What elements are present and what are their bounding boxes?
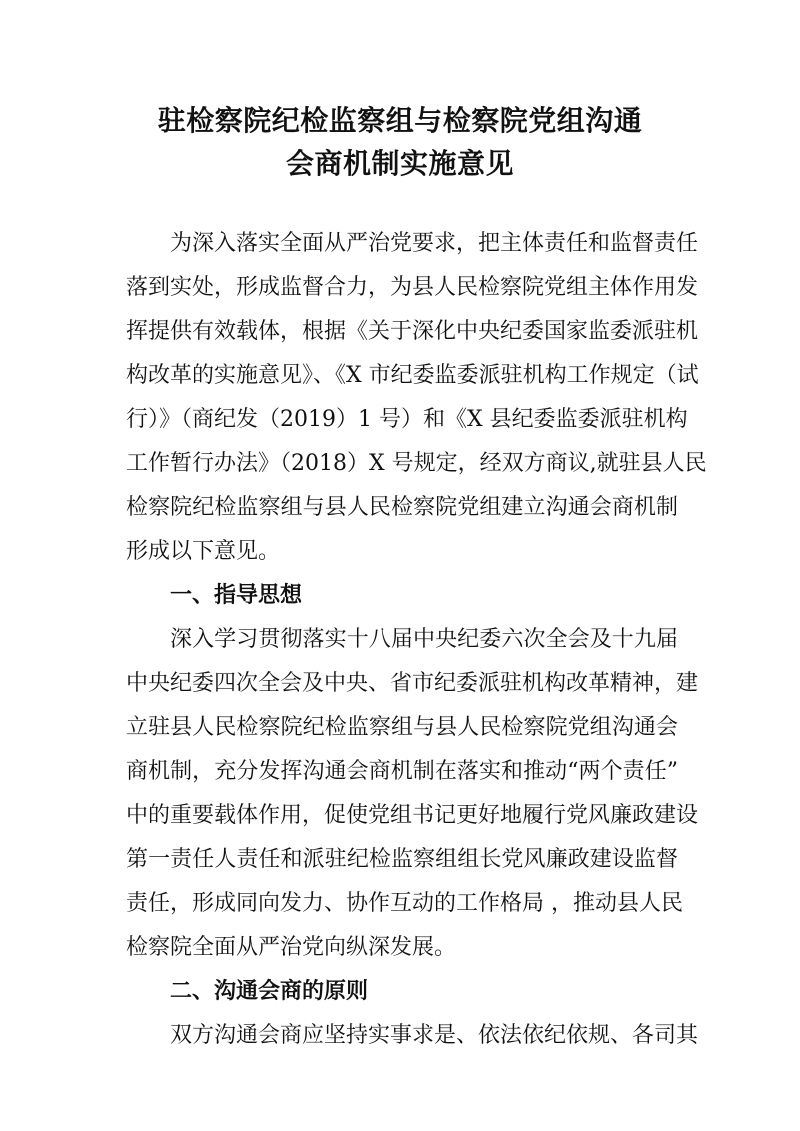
document-title-line-2: 会商机制实施意见 — [285, 147, 514, 180]
section1-line: 第一责任人责任和派驻纪检监察组组长党风廉政建设监督 — [126, 847, 678, 872]
section1-line: 中央纪委四次全会及中央、省市纪委派驻机构改革精神，建 — [126, 671, 699, 696]
intro-line: 形成以下意见。 — [126, 539, 281, 564]
section-heading-principles: 二、沟通会商的原则 — [170, 979, 369, 1004]
section1-line: 立驻县人民检察院纪检监察组与县人民检察院党组沟通会 — [126, 715, 678, 740]
intro-line: 工作暂行办法》（2018）X 号规定，经双方商议,就驻县人民 — [126, 451, 707, 476]
section1-line: 中的重要载体作用，促使党组书记更好地履行党风廉政建设 — [126, 803, 699, 828]
intro-line: 构改革的实施意见》、《X 市纪委监委派驻机构工作规定（试 — [126, 363, 699, 388]
document-title-line-1: 驻检察院纪检监察组与检察院党组沟通 — [157, 104, 643, 137]
section1-line: 检察院全面从严治党向纵深发展。 — [126, 935, 457, 960]
intro-line: 行）》（商纪发（2019）1 号）和《X 县纪委监委派驻机构 — [126, 407, 688, 432]
section-heading-guiding-ideology: 一、指导思想 — [170, 583, 303, 608]
section1-line: 深入学习贯彻落实十八届中央纪委六次全会及十九届 — [170, 627, 678, 652]
section1-line: 商机制，充分发挥沟通会商机制在落实和推动“两个责任” — [126, 759, 678, 784]
intro-line: 落到实处，形成监督合力，为县人民检察院党组主体作用发 — [126, 275, 699, 300]
intro-line: 为深入落实全面从严治党要求，把主体责任和监督责任 — [170, 231, 699, 256]
section2-line: 双方沟通会商应坚持实事求是、依法依纪依规、各司其 — [170, 1023, 699, 1048]
section1-line: 责任，形成同向发力、协作互动的工作格局 ，推动县人民 — [126, 891, 683, 916]
intro-line: 检察院纪检监察组与县人民检察院党组建立沟通会商机制 — [126, 495, 678, 520]
intro-line: 挥提供有效载体，根据《关于深化中央纪委国家监委派驻机 — [126, 319, 699, 344]
